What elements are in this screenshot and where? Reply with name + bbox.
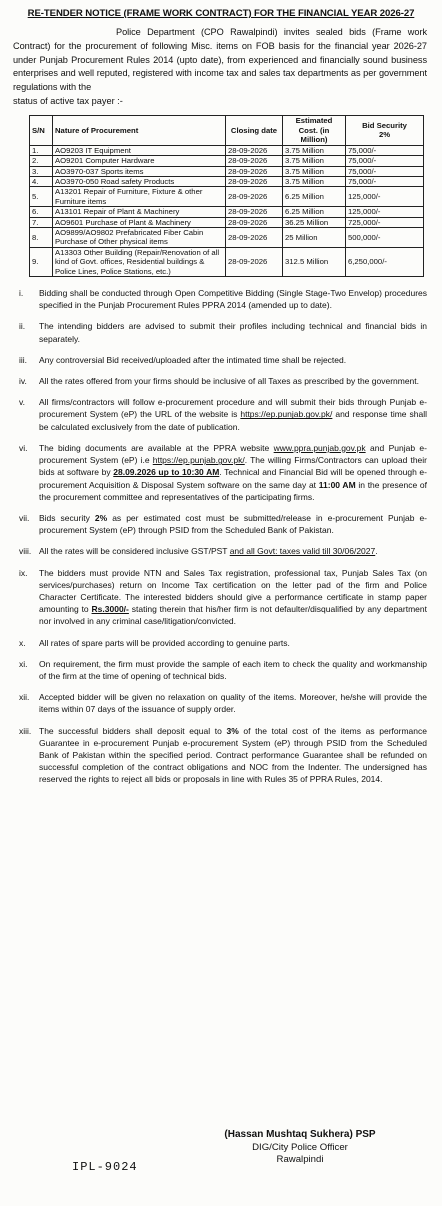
cell-estimated-cost: 3.75 Million [283, 177, 346, 187]
cell-estimated-cost: 25 Million [283, 228, 346, 248]
term-item [9, 442, 433, 503]
cell-bid-security: 75,000/- [346, 145, 424, 155]
term-text: On requirement, the firm must provide the sample of each item to check the quality and workmanship of the firm at the time of opening of technical bids. [39, 658, 427, 681]
intro-paragraph-end: status of active tax payer :- [13, 95, 123, 106]
cell-estimated-cost: 6.25 Million [283, 207, 346, 217]
terms-list [9, 287, 433, 786]
term-item [9, 691, 433, 715]
term-item [9, 725, 433, 786]
table-row [30, 207, 424, 217]
header-nature: Nature of Procurement [53, 115, 226, 145]
cell-closing-date: 28-09-2026 [226, 177, 283, 187]
term-item [9, 545, 433, 557]
term-text-part: Bids security [39, 512, 95, 523]
term-number: ii. [19, 321, 26, 332]
term-item [9, 637, 433, 649]
table-row [30, 187, 424, 207]
header-estimated-cost: Estimated Cost. (in Million) [283, 115, 346, 145]
term-text-part: . [375, 546, 378, 557]
term-text-part: of the total cost of the items as performance Guarantee in e-procurement Punjab e-procurement System (eP) through PSID from the Scheduled Bank of Pakistan within the specified period. Contract performance Guarantee shall be refunded on successful completion of the contract obligations and NOC from the Indenter. The undersigned has reserved the rights to reject all bids or proposals in line with Rules 35 of PPRA Rules, 2014. [39, 725, 427, 785]
cell-closing-date: 28-09-2026 [226, 156, 283, 166]
term-number: viii. [19, 546, 32, 557]
term-text-part: and response time shall be calculated exclusively from the date of publication. [39, 409, 427, 432]
table-row [30, 217, 424, 227]
cell-bid-security: 125,000/- [346, 187, 424, 207]
cell-bid-security: 6,250,000/- [346, 247, 424, 276]
term-text: Bidding shall be conducted through Open Competitive Bidding (Single Stage-Two Envelop) procedures specified in the Punjab Procurement Rules PPRA 2014 (amended up to date). [39, 288, 427, 311]
term-text-part: in the presence of the procurement committee and representatives of the participating firms. [39, 479, 427, 502]
signatory-designation: DIG/City Police Officer [252, 1141, 348, 1153]
term-item [9, 512, 433, 536]
term-item [9, 658, 433, 682]
cell-nature: AO3970-050 Road safety Products [53, 177, 226, 187]
intro-paragraph: Police Department (CPO Rawalpindi) invites sealed bids (Frame work Contract) for the procurement of following Misc. items on FOB basis for the financial year 2026-27 under Punjab Procurement Rules 2014 (upto date), from experienced and financially sound business enterprises and well reputed, registered with income tax and sales tax departments as per government regulations with the [13, 27, 427, 93]
cell-closing-date: 28-09-2026 [226, 247, 283, 276]
cell-sn: 3. [30, 166, 53, 176]
cell-sn: 1. [30, 145, 53, 155]
term-text-part: . The willing Firms/Contractors can upload their bids at software by [39, 455, 427, 478]
signatory-place: Rawalpindi [276, 1154, 324, 1165]
cell-estimated-cost: 3.75 Million [283, 156, 346, 166]
cell-nature: A13201 Repair of Furniture, Fixture & other Furniture items [53, 187, 226, 207]
term-text [39, 545, 433, 557]
term-number: i. [19, 288, 24, 299]
term-text-part: as per estimated cost must be submitted/release in e-procurement Punjab e-procurement System (eP) through PSID from the Scheduled Bank of Pakistan. [39, 512, 428, 536]
header-bid-security-pct: 2% [378, 130, 391, 140]
taxes-validity: and all Govt: taxes valid till 30/06/2027 [229, 546, 376, 557]
header-bid-security-label: Bid Security [362, 120, 407, 130]
term-text: The intending bidders are advised to submit their profiles including technical and financial bids in separately. [39, 321, 427, 344]
term-text: All rates of spare parts will be provided according to genuine parts. [39, 637, 290, 648]
ep-url-link[interactable]: https://ep.punjab.gov.pk/ [240, 409, 333, 420]
header-bid-security [346, 115, 424, 145]
ep-url-link[interactable]: https://ep.punjab.gov.pk/ [152, 455, 245, 466]
stamp-paper-amount: Rs.3000/- [91, 604, 129, 615]
term-text-part: All the rates will be considered inclusive GST/PST [39, 546, 230, 557]
signatory-name: (Hassan Mushtaq Sukhera) PSP [224, 1129, 376, 1140]
cell-sn: 2. [30, 156, 53, 166]
cell-sn: 4. [30, 177, 53, 187]
submission-deadline: 28.09.2026 up to 10:30 AM [113, 467, 220, 478]
cell-bid-security: 725,000/- [346, 217, 424, 227]
cell-nature: AO9601 Purchase of Plant & Machinery [53, 217, 226, 227]
cell-sn: 6. [30, 207, 53, 217]
ipl-number: IPL-9024 [72, 1160, 138, 1174]
term-item [9, 320, 433, 344]
term-text-part: . Technical and Financial Bid will be opened through e-procurement Acquisition & Disposal System software on the same day at [39, 467, 427, 490]
cell-closing-date: 28-09-2026 [226, 187, 283, 207]
cell-sn: 8. [30, 228, 53, 248]
cell-closing-date: 28-09-2026 [226, 145, 283, 155]
term-text-part: stating therein that his/her firm is not defaulter/disqualified by any department nor involved in any criminal case/litigation/convicted. [39, 604, 428, 627]
term-item [9, 354, 433, 366]
term-text-part: The successful bidders shall deposit equal to [39, 725, 227, 736]
term-item [9, 287, 433, 311]
cell-nature: A13303 Other Building (Repair/Renovation of all kind of Govt. offices, Residential buildings & Police Lines, Police Stations, etc.) [53, 247, 226, 276]
term-number: ix. [19, 567, 28, 578]
term-text [39, 512, 433, 536]
term-item [9, 567, 433, 628]
cell-sn: 5. [30, 187, 53, 207]
cell-nature: AO3970-037 Sports items [53, 166, 226, 176]
cell-bid-security: 75,000/- [346, 177, 424, 187]
term-text: All the rates offered from your firms should be inclusive of all Taxes as prescribed by the government. [39, 376, 420, 387]
opening-time: 11:00 AM [318, 479, 356, 490]
term-item [9, 396, 433, 433]
cell-bid-security: 500,000/- [346, 228, 424, 248]
cell-nature: AO9201 Computer Hardware [53, 156, 226, 166]
term-number: vii. [19, 512, 30, 523]
cell-bid-security: 125,000/- [346, 207, 424, 217]
term-text: Accepted bidder will be given no relaxation on quality of the items. Moreover, he/she will provide the items within 07 days of the issuance of supply order. [39, 692, 427, 715]
guarantee-percent: 3% [226, 725, 239, 736]
ppra-website-link[interactable]: www.ppra.punjab.gov.pk [273, 442, 366, 453]
term-text [39, 725, 433, 786]
term-number: xiii. [19, 725, 32, 736]
term-number: iii. [19, 354, 28, 365]
table-row [30, 145, 424, 155]
term-text: Any controversial Bid received/uploaded after the intimated time shall be rejected. [39, 354, 347, 365]
header-sn: S/N [30, 115, 53, 145]
cell-sn: 9. [30, 247, 53, 276]
header-closing-date: Closing date [226, 115, 283, 145]
cell-estimated-cost: 36.25 Million [283, 217, 346, 227]
cell-closing-date: 28-09-2026 [226, 166, 283, 176]
cell-estimated-cost: 3.75 Million [283, 145, 346, 155]
term-text [39, 396, 433, 433]
procurement-table [29, 115, 424, 277]
cell-closing-date: 28-09-2026 [226, 207, 283, 217]
term-text-part: and Punjab e-procurement System (eP) i.e [39, 442, 427, 466]
cell-closing-date: 28-09-2026 [226, 228, 283, 248]
signature-block [185, 1129, 415, 1167]
term-text [39, 442, 433, 503]
term-text [39, 567, 433, 628]
term-text-part: The biding documents are available at the PPRA website [39, 442, 274, 453]
term-text-part: The bidders must provide NTN and Sales Tax registration, professional tax, Punjab Sales Tax (on services/purchases) return on Income Tax certification on the letter pad of the firm and Police Character Certificate. The interested bidders should give a performance certificate in stamp paper amounting to [39, 567, 427, 615]
bid-security-percent: 2% [94, 512, 108, 523]
cell-nature: A13101 Repair of Plant & Machinery [53, 207, 226, 217]
cell-nature: AO9899/AO9802 Prefabricated Fiber Cabin Purchase of Other physical items [53, 228, 226, 248]
cell-estimated-cost: 312.5 Million [283, 247, 346, 276]
cell-nature: AO9203 IT Equipment [53, 145, 226, 155]
term-number: iv. [19, 376, 27, 387]
table-header-row [30, 115, 424, 145]
table-row [30, 247, 424, 276]
term-number: v. [19, 397, 25, 408]
term-number: xi. [19, 658, 28, 669]
cell-sn: 7. [30, 217, 53, 227]
cell-bid-security: 75,000/- [346, 166, 424, 176]
table-row [30, 177, 424, 187]
table-row [30, 228, 424, 248]
notice-title: RE-TENDER NOTICE (FRAME WORK CONTRACT) FOR THE FINANCIAL YEAR 2026-27 [27, 8, 415, 19]
term-item [9, 375, 433, 387]
cell-estimated-cost: 3.75 Million [283, 166, 346, 176]
cell-bid-security: 75,000/- [346, 156, 424, 166]
table-row [30, 166, 424, 176]
table-row [30, 156, 424, 166]
cell-closing-date: 28-09-2026 [226, 217, 283, 227]
term-number: x. [19, 637, 26, 648]
term-number: xii. [19, 692, 30, 703]
cell-estimated-cost: 6.25 Million [283, 187, 346, 207]
term-text-part: All firms/contractors will follow e-procurement procedure and will submit their bids through Punjab e-procurement System (eP) the URL of the website is [39, 397, 427, 420]
term-number: vi. [19, 442, 28, 453]
